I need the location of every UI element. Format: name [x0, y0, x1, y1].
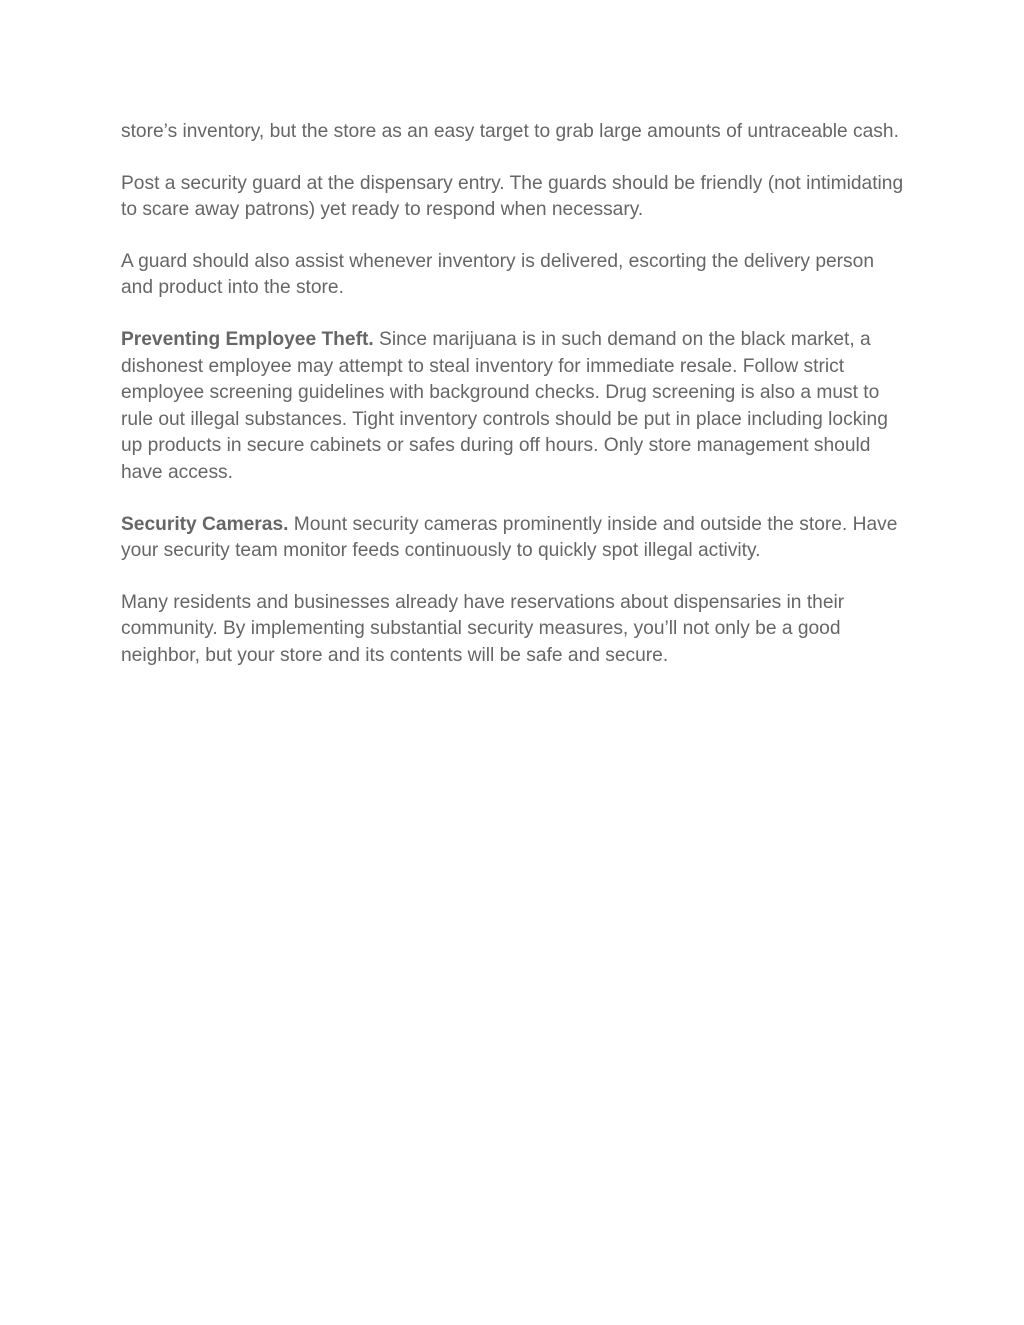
paragraph-text: Post a security guard at the dispensary entry. The guards should be friendly (not intimidating to scare away patrons) yet ready to respond when necessary.	[121, 172, 904, 221]
section-heading-employee-theft: Preventing Employee Theft.	[121, 328, 374, 350]
document-body	[121, 119, 911, 695]
paragraph-security-cameras	[121, 512, 911, 565]
paragraph-employee-theft	[121, 327, 911, 487]
paragraph-text: store’s inventory, but the store as an easy target to grab large amounts of untraceable cash.	[121, 121, 899, 142]
paragraph-security-guard	[121, 171, 911, 224]
section-heading-security-cameras: Security Cameras.	[121, 513, 289, 535]
paragraph-guard-delivery	[121, 249, 911, 302]
paragraph-text: A guard should also assist whenever inventory is delivered, escorting the delivery person and product into the store.	[121, 250, 874, 299]
paragraph-text: Mount security cameras prominently inside and outside the store. Have your security team monitor feeds continuously to quickly spot illegal activity.	[121, 513, 898, 562]
paragraph-conclusion	[121, 590, 911, 670]
paragraph-text: Many residents and businesses already have reservations about dispensaries in their community. By implementing substantial security measures, you’ll not only be a good neighbor, but your store and its contents will be safe and secure.	[121, 591, 845, 666]
paragraph-cash-target	[121, 119, 911, 146]
paragraph-text: Since marijuana is in such demand on the black market, a dishonest employee may attempt to steal inventory for immediate resale. Follow strict employee screening guidelines with background checks. Drug screening is also a must to rule out illegal substances. Tight inventory controls should be put in place including locking up products in secure cabinets or safes during off hours. Only store management should have access.	[121, 328, 888, 483]
